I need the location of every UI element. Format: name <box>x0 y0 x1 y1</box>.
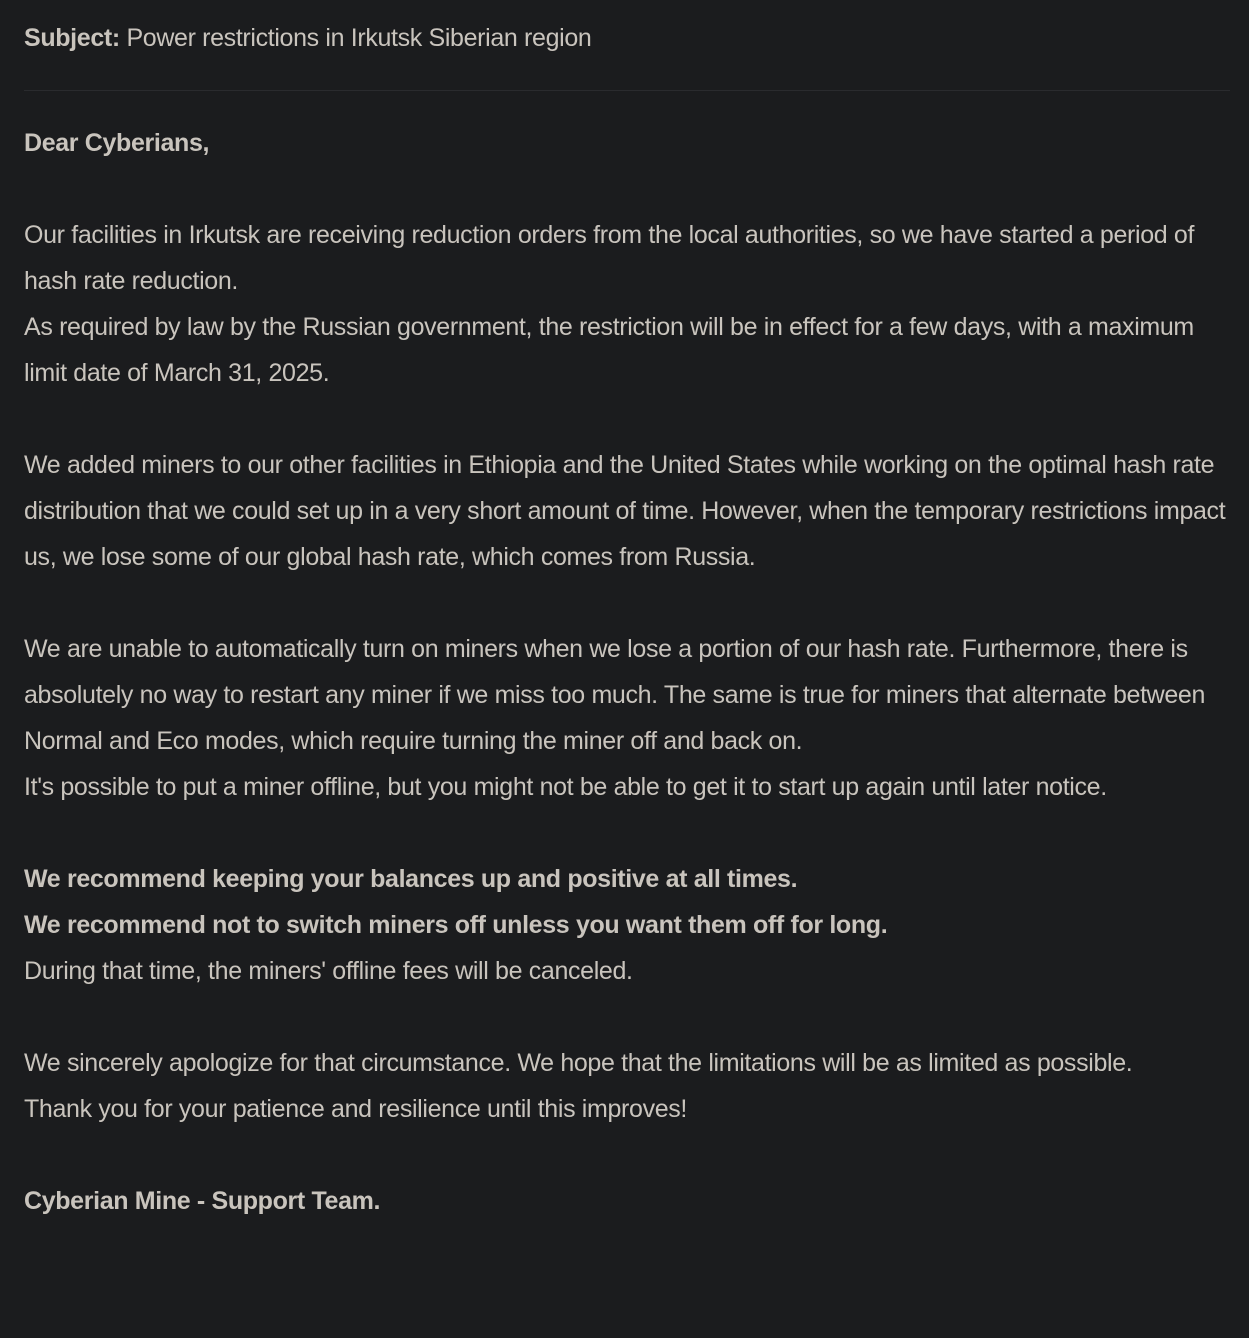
paragraph-line: As required by law by the Russian government, the restriction will be in effect for a few days, with a maximum limit date of March 31, 2025. <box>24 313 1194 387</box>
offline-fees-note: During that time, the miners' offline fees will be canceled. <box>24 957 633 985</box>
paragraph-line: We are unable to automatically turn on miners when we lose a portion of our hash rate. Furthermore, there is absolutely no way to restart any miner if we miss too much. The same is true for miners that alternate between Normal and Eco modes, which require turning the miner off and back on. <box>24 635 1206 755</box>
paragraph-apology <box>24 1040 1230 1132</box>
paragraph-recommendations <box>24 856 1230 994</box>
paragraph-line: It's possible to put a miner offline, but you might not be able to get it to start up again until later notice. <box>24 773 1107 801</box>
signature: Cyberian Mine - Support Team. <box>24 1187 381 1215</box>
paragraph-line: Thank you for your patience and resilience until this improves! <box>24 1095 688 1123</box>
paragraph-line: Our facilities in Irkutsk are receiving reduction orders from the local authorities, so we have started a period of hash rate reduction. <box>24 221 1195 295</box>
recommendation-switch-off: We recommend not to switch miners off unless you want them off for long. <box>24 911 888 939</box>
paragraph-line: We sincerely apologize for that circumstance. We hope that the limitations will be as limited as possible. <box>24 1049 1133 1077</box>
greeting: Dear Cyberians, <box>24 129 210 157</box>
paragraph-line: We added miners to our other facilities in Ethiopia and the United States while working on the optimal hash rate distribution that we could set up in a very short amount of time. However, when the temporary restrictions impact us, we lose some of our global hash rate, which comes from Russia. <box>24 451 1226 571</box>
paragraph-facilities <box>24 442 1230 580</box>
paragraph-miner-restart <box>24 626 1230 810</box>
paragraph-power-reduction <box>24 212 1230 396</box>
email-subject <box>24 0 1230 91</box>
subject-label: Subject: <box>24 24 120 52</box>
subject-text: Power restrictions in Irkutsk Siberian region <box>126 24 592 52</box>
recommendation-balances: We recommend keeping your balances up and positive at all times. <box>24 865 798 893</box>
email-body <box>24 91 1230 1224</box>
